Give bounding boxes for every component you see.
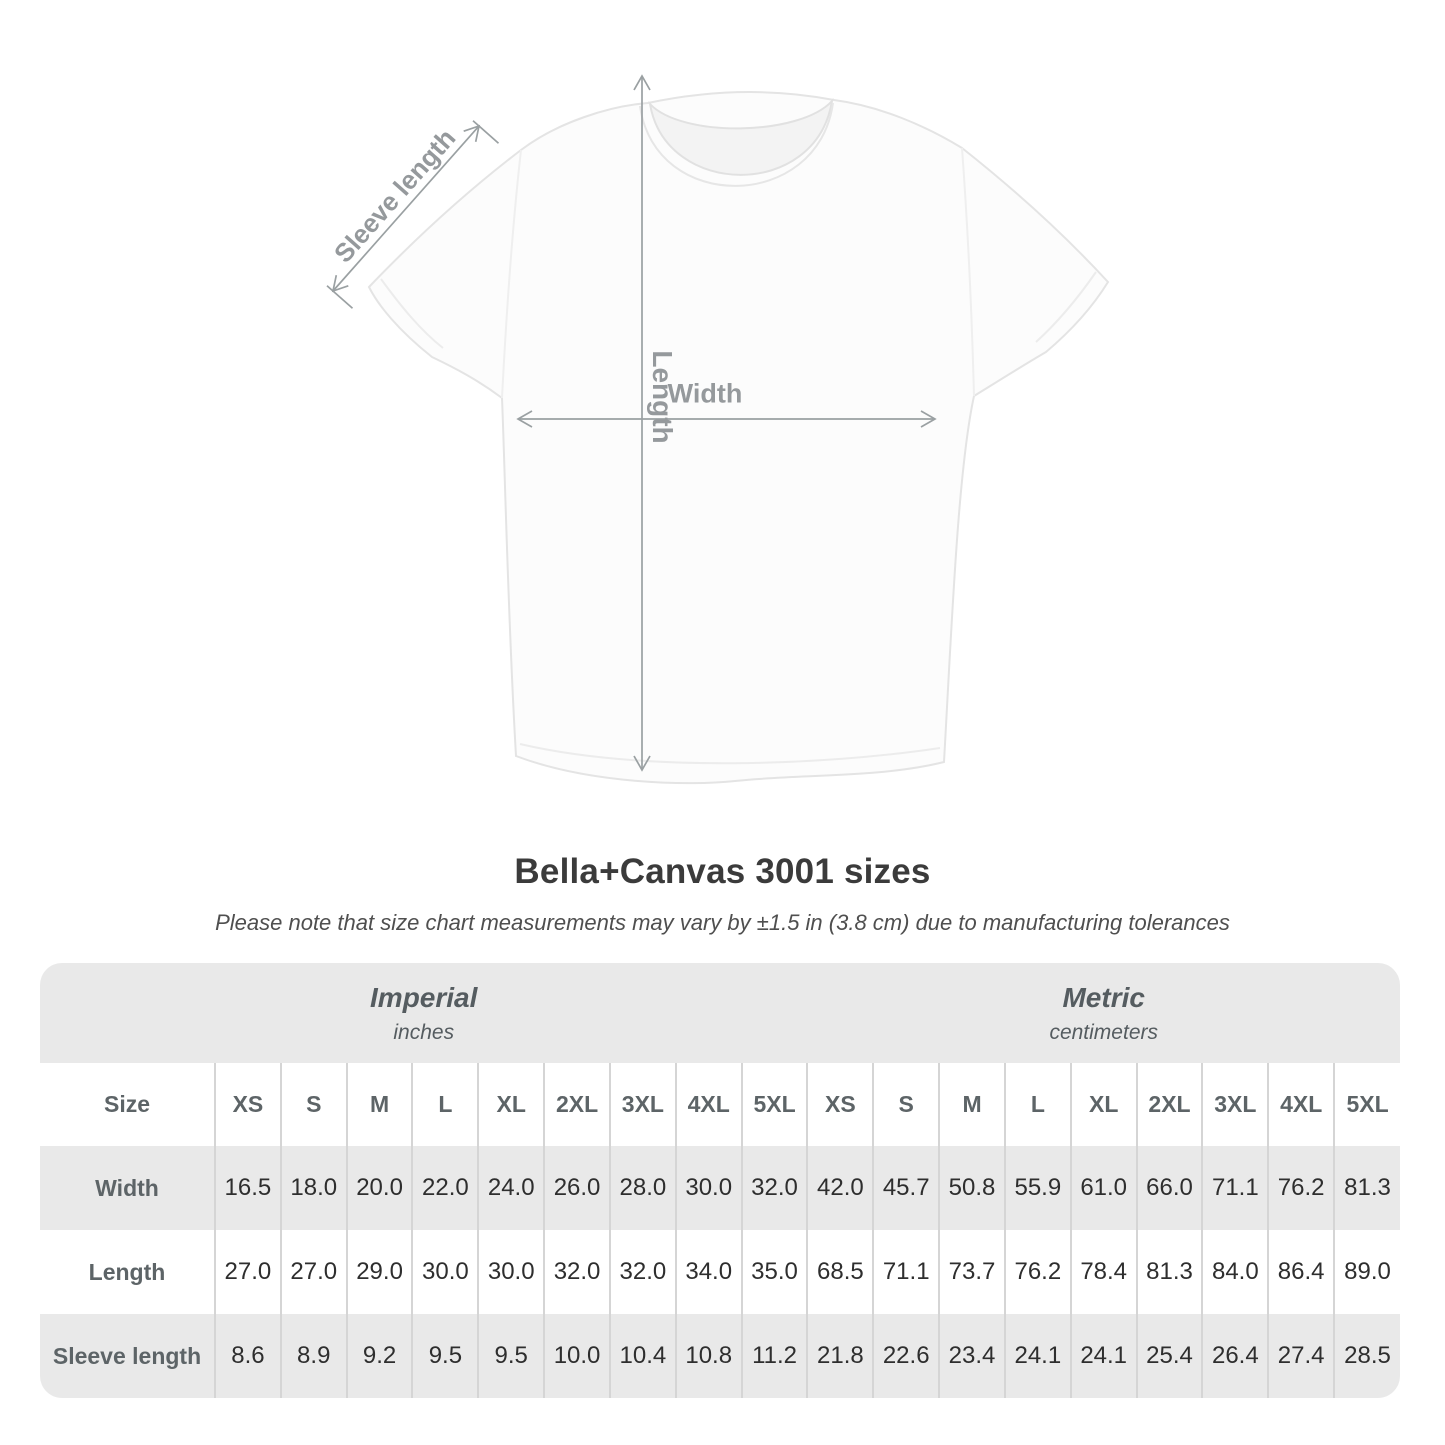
row-label: Length — [88, 1258, 166, 1285]
measurement-cell: 28.5 — [1334, 1314, 1400, 1398]
measurement-cell: 28.0 — [610, 1146, 676, 1230]
measurement-cell: 22.0 — [412, 1146, 478, 1230]
measurement-cell: 27.4 — [1268, 1314, 1334, 1398]
size-header-metric-3xl: 3XL — [1202, 1063, 1268, 1146]
size-header-imperial-5xl: 5XL — [742, 1063, 808, 1146]
measurement-cell: 73.7 — [939, 1230, 1005, 1314]
length-label: Length — [647, 350, 678, 444]
size-header-imperial-xl: XL — [478, 1063, 544, 1146]
measurement-cell: 86.4 — [1268, 1230, 1334, 1314]
measurement-cell: 8.9 — [281, 1314, 347, 1398]
measurement-cell: 35.0 — [742, 1230, 808, 1314]
measurement-cell: 24.1 — [1005, 1314, 1071, 1398]
size-table — [40, 963, 1400, 1398]
measurement-cell: 9.5 — [412, 1314, 478, 1398]
unit-group-imperial — [40, 963, 807, 1063]
size-header-imperial-3xl: 3XL — [610, 1063, 676, 1146]
measurement-cell: 71.1 — [1202, 1146, 1268, 1230]
size-header-metric-xs: XS — [807, 1063, 873, 1146]
size-header-metric-5xl: 5XL — [1334, 1063, 1400, 1146]
size-header-imperial-xs: XS — [215, 1063, 281, 1146]
heading — [0, 852, 1445, 936]
size-column-label: Size — [40, 1063, 215, 1146]
measurement-cell: 50.8 — [939, 1146, 1005, 1230]
measurement-cell: 22.6 — [873, 1314, 939, 1398]
measurement-cell: 71.1 — [873, 1230, 939, 1314]
measurement-cell: 26.4 — [1202, 1314, 1268, 1398]
measurement-cell: 29.0 — [347, 1230, 413, 1314]
measurement-cell: 45.7 — [873, 1146, 939, 1230]
measurement-cell: 25.4 — [1137, 1314, 1203, 1398]
measurement-cell: 27.0 — [281, 1230, 347, 1314]
measurement-row — [40, 1146, 1400, 1230]
tolerance-note: Please note that size chart measurements may vary by ±1.5 in (3.8 cm) due to manufacturing tolerances — [215, 910, 1230, 935]
size-table-wrapper — [40, 963, 1400, 1398]
measurement-cell: 18.0 — [281, 1146, 347, 1230]
row-label: Sleeve length — [52, 1342, 202, 1369]
measurement-cell: 16.5 — [215, 1146, 281, 1230]
tshirt-outline — [369, 92, 1108, 783]
measurement-cell: 32.0 — [544, 1230, 610, 1314]
measurement-cell: 27.0 — [215, 1230, 281, 1314]
unit-group-unit: centimeters — [1049, 1020, 1158, 1044]
measurement-row — [40, 1230, 1400, 1314]
measurement-cell: 78.4 — [1071, 1230, 1137, 1314]
size-header-metric-4xl: 4XL — [1268, 1063, 1334, 1146]
measurement-cell: 76.2 — [1268, 1146, 1334, 1230]
measurement-cell: 66.0 — [1137, 1146, 1203, 1230]
size-header-imperial-l: L — [412, 1063, 478, 1146]
measurement-cell: 10.8 — [676, 1314, 742, 1398]
measurement-cell: 89.0 — [1334, 1230, 1400, 1314]
size-header-row — [40, 1063, 1400, 1146]
measurement-cell: 32.0 — [742, 1146, 808, 1230]
width-label: Width — [667, 378, 743, 409]
size-header-imperial-2xl: 2XL — [544, 1063, 610, 1146]
measurement-cell: 81.3 — [1334, 1146, 1400, 1230]
measurement-cell: 30.0 — [412, 1230, 478, 1314]
measurement-cell: 23.4 — [939, 1314, 1005, 1398]
measurement-row — [40, 1314, 1400, 1398]
measurement-cell: 61.0 — [1071, 1146, 1137, 1230]
measurement-cell: 10.4 — [610, 1314, 676, 1398]
measurement-cell: 84.0 — [1202, 1230, 1268, 1314]
unit-group-metric — [807, 963, 1400, 1063]
sleeve-length-label: Sleeve length — [327, 122, 462, 269]
measurement-cell: 68.5 — [807, 1230, 873, 1314]
measurement-cell: 55.9 — [1005, 1146, 1071, 1230]
size-header-metric-s: S — [873, 1063, 939, 1146]
unit-group-name: Metric — [1062, 981, 1145, 1013]
measurement-cell: 24.0 — [478, 1146, 544, 1230]
measurement-cell: 9.2 — [347, 1314, 413, 1398]
size-header-metric-m: M — [939, 1063, 1005, 1146]
measurement-cell: 32.0 — [610, 1230, 676, 1314]
measurement-cell: 11.2 — [742, 1314, 808, 1398]
size-header-imperial-s: S — [281, 1063, 347, 1146]
unit-group-name: Imperial — [370, 981, 478, 1013]
size-header-imperial-4xl: 4XL — [676, 1063, 742, 1146]
unit-header-row — [40, 963, 1400, 1063]
size-header-imperial-m: M — [347, 1063, 413, 1146]
measurement-cell: 21.8 — [807, 1314, 873, 1398]
measurement-cell: 24.1 — [1071, 1314, 1137, 1398]
measurement-cell: 26.0 — [544, 1146, 610, 1230]
row-label: Width — [95, 1174, 159, 1201]
size-header-metric-xl: XL — [1071, 1063, 1137, 1146]
page-title: Bella+Canvas 3001 sizes — [514, 852, 931, 891]
measurement-cell: 20.0 — [347, 1146, 413, 1230]
measurement-cell: 76.2 — [1005, 1230, 1071, 1314]
measurement-cell: 10.0 — [544, 1314, 610, 1398]
size-header-metric-l: L — [1005, 1063, 1071, 1146]
measurement-cell: 30.0 — [676, 1146, 742, 1230]
measurement-cell: 42.0 — [807, 1146, 873, 1230]
measurement-cell: 30.0 — [478, 1230, 544, 1314]
size-header-metric-2xl: 2XL — [1137, 1063, 1203, 1146]
measurement-cell: 34.0 — [676, 1230, 742, 1314]
unit-group-unit: inches — [393, 1020, 455, 1044]
measurement-cell: 9.5 — [478, 1314, 544, 1398]
measurement-cell: 81.3 — [1137, 1230, 1203, 1314]
measurement-cell: 8.6 — [215, 1314, 281, 1398]
